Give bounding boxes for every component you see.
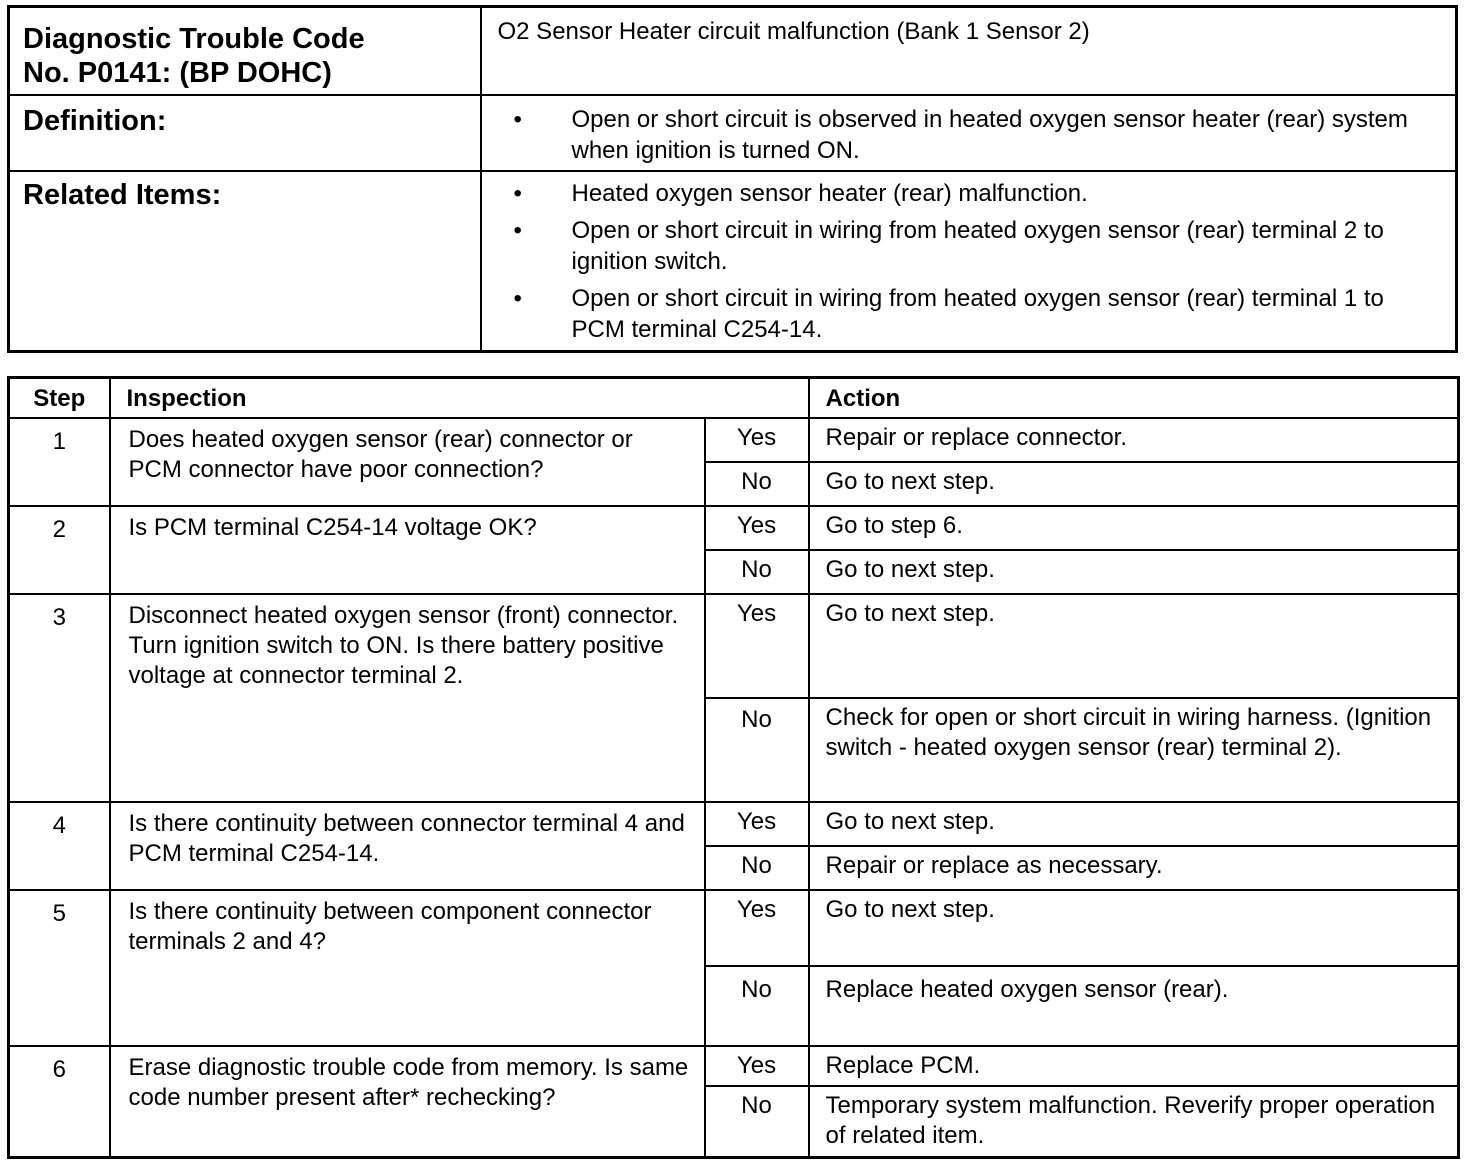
related-items-list: [498, 178, 1442, 345]
action-column-header: Action: [809, 378, 1459, 418]
table-row: [9, 506, 1459, 550]
dtc-code-label: [9, 7, 481, 96]
inspection-text: Does heated oxygen sensor (rear) connector or PCM connector have poor connection?: [110, 418, 705, 506]
related-items-row: [9, 171, 1457, 351]
no-action: Temporary system malfunction. Reverify proper operation of related item.: [809, 1086, 1459, 1158]
no-label: No: [705, 1086, 809, 1158]
dtc-description: O2 Sensor Heater circuit malfunction (Bank 1 Sensor 2): [481, 7, 1457, 96]
inspection-steps-table: [7, 376, 1460, 1159]
bullet-icon: •: [513, 285, 522, 312]
step-number: 1: [9, 418, 110, 506]
inspection-column-header: Inspection: [110, 378, 809, 418]
table-row: [9, 890, 1459, 966]
steps-header-row: [9, 378, 1459, 418]
table-row: [9, 418, 1459, 462]
dtc-info-table: [7, 5, 1458, 353]
yes-action: Repair or replace connector.: [809, 418, 1459, 462]
step-number: 2: [9, 506, 110, 594]
yes-label: Yes: [705, 802, 809, 846]
definition-item: • Open or short circuit is observed in heated oxygen sensor heater (rear) system when ignition is turned ON.: [513, 106, 1408, 164]
step-number: 6: [9, 1046, 110, 1158]
no-label: No: [705, 550, 809, 594]
related-item: • Open or short circuit in wiring from heated oxygen sensor (rear) terminal 2 to ignition switch.: [513, 217, 1384, 275]
yes-action: Replace PCM.: [809, 1046, 1459, 1086]
yes-label: Yes: [705, 506, 809, 550]
no-action: Replace heated oxygen sensor (rear).: [809, 966, 1459, 1046]
no-action: Repair or replace as necessary.: [809, 846, 1459, 890]
definition-row: [9, 95, 1457, 171]
bullet-icon: •: [513, 180, 522, 207]
yes-action: Go to next step.: [809, 802, 1459, 846]
bullet-icon: •: [513, 217, 522, 244]
table-row: [9, 594, 1459, 698]
table-row: [9, 1046, 1459, 1086]
yes-label: Yes: [705, 1046, 809, 1086]
yes-action: Go to next step.: [809, 594, 1459, 698]
definition-label: Definition:: [9, 95, 481, 171]
table-row: [9, 802, 1459, 846]
yes-action: Go to next step.: [809, 890, 1459, 966]
related-item: • Open or short circuit in wiring from heated oxygen sensor (rear) terminal 1 to PCM terminal C254-14.: [513, 285, 1384, 343]
step-column-header: Step: [9, 378, 110, 418]
related-item: • Heated oxygen sensor heater (rear) malfunction.: [513, 180, 1088, 207]
step-number: 5: [9, 890, 110, 1046]
definition-list: [498, 104, 1442, 166]
dtc-code-row: [9, 7, 1457, 96]
yes-label: Yes: [705, 418, 809, 462]
yes-label: Yes: [705, 890, 809, 966]
no-label: No: [705, 462, 809, 506]
related-items-label: Related Items:: [9, 171, 481, 351]
yes-action: Go to step 6.: [809, 506, 1459, 550]
step-number: 4: [9, 802, 110, 890]
no-label: No: [705, 698, 809, 802]
inspection-text: Erase diagnostic trouble code from memory. Is same code number present after* rechecking?: [110, 1046, 705, 1158]
no-action: Check for open or short circuit in wiring harness. (Ignition switch - heated oxygen sensor (rear) terminal 2).: [809, 698, 1459, 802]
no-label: No: [705, 966, 809, 1046]
yes-label: Yes: [705, 594, 809, 698]
inspection-text: Disconnect heated oxygen sensor (front) connector. Turn ignition switch to ON. Is there battery positive voltage at connector terminal 2.: [110, 594, 705, 802]
dtc-code-label-line2: No. P0141: (BP DOHC): [23, 57, 332, 89]
inspection-text: Is there continuity between connector terminal 4 and PCM terminal C254-14.: [110, 802, 705, 890]
no-label: No: [705, 846, 809, 890]
step-number: 3: [9, 594, 110, 802]
inspection-text: Is there continuity between component connector terminals 2 and 4?: [110, 890, 705, 1046]
no-action: Go to next step.: [809, 462, 1459, 506]
inspection-text: Is PCM terminal C254-14 voltage OK?: [110, 506, 705, 594]
no-action: Go to next step.: [809, 550, 1459, 594]
dtc-code-label-line1: Diagnostic Trouble Code: [23, 23, 365, 55]
bullet-icon: •: [513, 106, 522, 133]
